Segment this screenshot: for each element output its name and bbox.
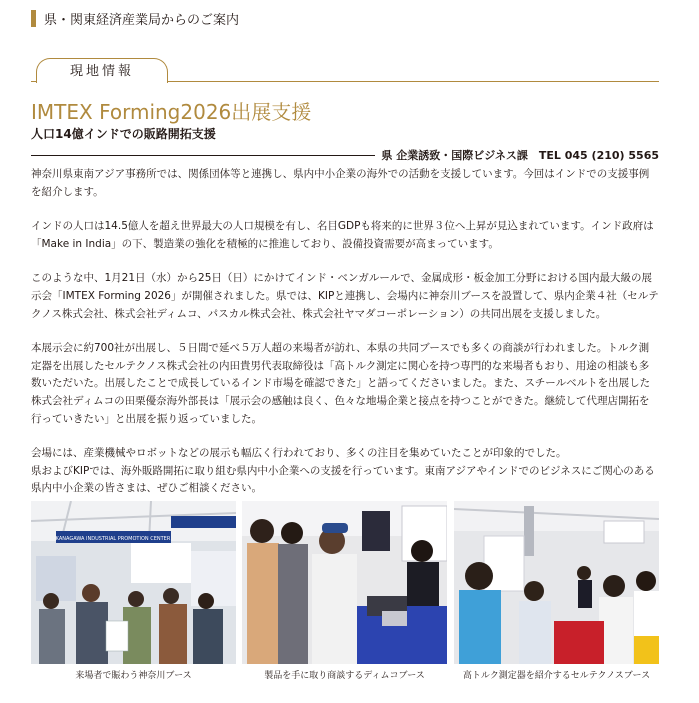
photo-caption-2: 製品を手に取り商談するディムコブース — [264, 671, 425, 681]
paragraph-results: 本展示会に約700社が出展し、５日間で延べ５万人超の来場者が訪れ、本県の共同ブースでも多くの商談が行われました。トルク測定器を出展したセルテクノス株式会社の内田貴男代表取締役は「高トルク測定に関心を持つ専門的な来場者もおり、用途の相談も多数いただいた。出展したことで成長しているインド市場を確認できた」と語ってくださいました。また、スチールベルトを出展した株式会社ディムコの田栗優奈海外部長は「展示会の感触は良く、色々な地場企業と接点を持つことができた。継続して代理店開拓を行っていきたい」と出展を振り返っていました。 — [31, 342, 651, 425]
paragraph-support: 県およびKIPでは、海外販路開拓に取り組む県内中小企業への支援を行っています。東南アジアやインドでのビジネスにご関心のある県内中小企業の皆さまは、ぜひご相談ください。 — [31, 464, 655, 495]
paragraph-venue: 会場には、産業機械やロボットなどの展示も幅広く行われており、多くの注目を集めていたことが印象的でした。 — [31, 447, 567, 460]
photo-caption-1: 来場者で賑わう神奈川ブース — [75, 671, 192, 681]
photo-kanagawa-booth — [31, 501, 236, 664]
article-subtitle: 人口14億インドでの販路開拓支援 — [31, 127, 216, 141]
article-title: IMTEX Forming2026出展支援 — [31, 100, 312, 124]
section-header — [31, 8, 239, 28]
category-tab: 現地情報 — [36, 58, 168, 83]
photo-row — [31, 501, 659, 691]
booth-sign-text: KANAGAWA INDUSTRIAL PROMOTION CENTER — [55, 536, 171, 542]
paragraph-india: インドの人口は14.5億人を超え世界最大の人口規模を有し、名目GDPも将来的に世界３位へ上昇が見込まれています。インド政府は「Make in India」の下、製造業の強化を積極的に推進しており、設備投資需要が高まっています。 — [31, 220, 654, 250]
department-row — [31, 146, 659, 164]
department-rule — [31, 155, 375, 156]
photo-caption-3: 高トルク測定器を紹介するセルテクノスブース — [462, 671, 651, 681]
paragraph-exhibition: このような中、1月21日（水）から25日（日）にかけてインド・ベンガルールで、金属成形・板金加工分野における国内最大級の展示会「IMTEX Forming 2026」が開催されました。県では、KIPと連携し、会場内に神奈川ブースを設置して、県内企業４社（セルテクノス株式会社、株式会社ディムコ、パスカル株式会社、株式会社ヤマダコーポレーション）の共同出展を支援しました。 — [31, 272, 659, 320]
section-title: 県・関東経済産業局からのご案内 — [44, 12, 240, 28]
paragraph-intro: 神奈川県東南アジア事務所では、関係団体等と連携し、県内中小企業の海外での活動を支援しています。今回はインドでの支援事例を紹介します。 — [31, 168, 650, 198]
photo-certechnos-booth — [454, 501, 659, 664]
section-accent-bar — [31, 10, 36, 27]
category-tab-row — [31, 58, 659, 86]
article-body — [31, 166, 659, 498]
department-contact: 県 企業誘致・国際ビジネス課 TEL 045 (210) 5565 — [381, 149, 659, 162]
photo-dimco-booth — [242, 501, 447, 664]
